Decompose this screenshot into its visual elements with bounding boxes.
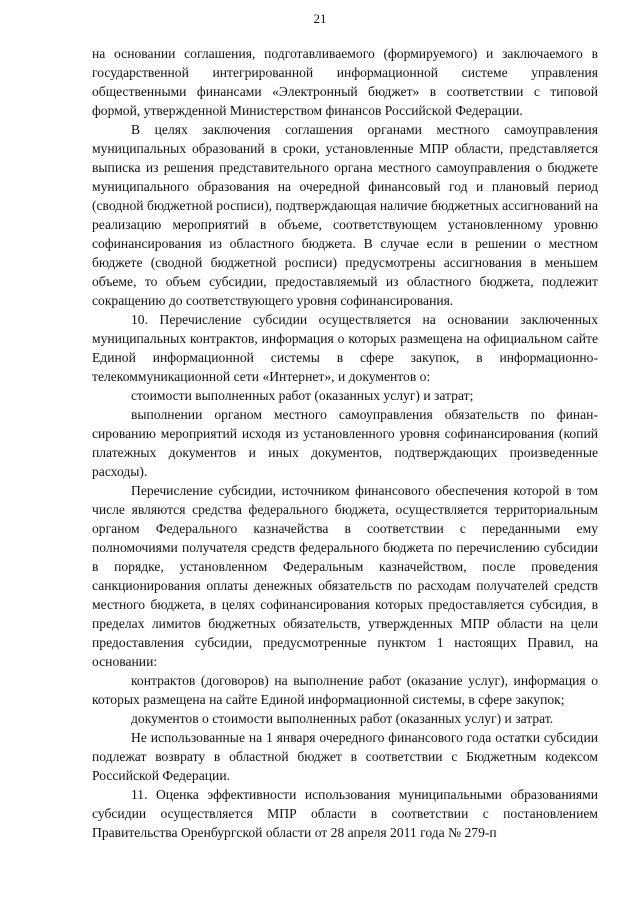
paragraph-3: 10. Перечисление субсидии осуществляется на основании заключенных муниципальных контрактов, информация о которых размещена на официальном сайте Единой информационной системы в сфере закупок, в информационно-телекоммуникационной сети «Интернет», и документов о: xyxy=(92,312,598,384)
paragraph-10: 11. Оценка эффективности использования муниципальными образованиями субсидии осуществляется МПР области в соответствии с постановлением Правительства Оренбургской области от 28 апреля 2011 года № 279-п xyxy=(92,787,598,840)
paragraph-6: Перечисление субсидии, источником финансового обеспечения которой в том числе являются средства федерального бюджета, осуществляется территориальным органом Федерального казначейства в соответствии с переданными ему полномочиями получателя средств федерального бюджета по перечислению субсидии в порядке, установленном Федеральным казначейством, после проведения санкционирования оплаты денежных обязательств по расходам получателей средств местного бюджета, в целях софинансирования которых предоставляется субсидия, в пределах лимитов бюджетных обязательств, утвержденных МПР области на цели предоставления субсидии, предусмотренные пунктом 1 настоящих Правил, на основании: xyxy=(92,483,598,669)
paragraph-4: стоимости выполненных работ (оказанных услуг) и затрат; xyxy=(131,388,474,403)
page-number: 21 xyxy=(313,11,327,26)
paragraph-2: В целях заключения соглашения органами местного самоуправления муниципальных образований в сроки, установленные МПР области, представляется выписка из решения представительного органа местного самоуправления о бюджете муниципального образования на очередной финансовый год и плановый период (сводной бюджетной росписи), подтверждающая наличие бюджетных ассигнований на реализацию мероприятий в объеме, соответствующем установленному уровню софинансирования из областного бюджета. В случае если в решении о местном бюджете (сводной бюджетной росписи) предусмотрены ассигнования в меньшем объеме, то объем субсидии, предоставляемый из областного бюджета, подлежит сокращению до соответствующего уровня софинансирования. xyxy=(92,122,598,308)
document-body xyxy=(92,44,598,842)
paragraph-5: выполнении органом местного самоуправления обязательств по финансированию мероприятий исходя из установленного уровня софинансирования (копий платежных документов и иных документов, подтверждающих произведенные расходы). xyxy=(92,407,598,479)
paragraph-7: контрактов (договоров) на выполнение работ (оказание услуг), информация о которых размещена на сайте Единой информационной системы, в сфере закупок; xyxy=(92,673,598,707)
paragraph-9: Не использованные на 1 января очередного финансового года остатки субсидии подлежат возврату в областной бюджет в соответствии с Бюджетным кодексом Российской Федерации. xyxy=(92,730,598,783)
paragraph-1: на основании соглашения, подготавливаемого (формируемого) и заключаемого в государственной интегрированной информационной системе управления общественными финансами «Электронный бюджет» в соответствии с типовой формой, утвержденной Министерством финансов Российской Федерации. xyxy=(92,46,598,118)
paragraph-8: документов о стоимости выполненных работ (оказанных услуг) и затрат. xyxy=(131,711,554,726)
